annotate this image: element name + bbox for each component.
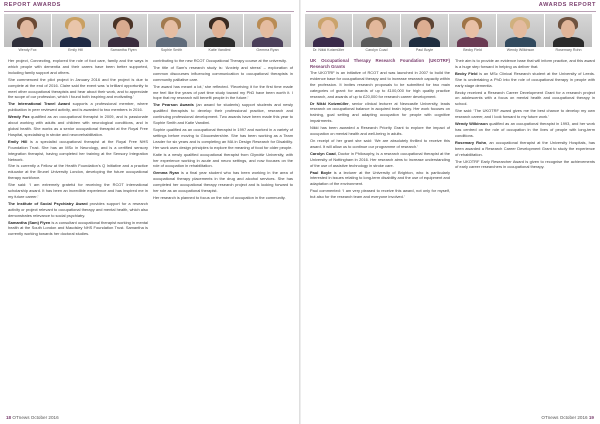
photo-caption: Paul Boyle [415,48,434,52]
body-paragraph [455,90,595,108]
body-paragraph [310,138,450,150]
body-paragraph [310,188,450,200]
portrait-photo [52,14,99,47]
portrait-shoulders [361,37,392,47]
paragraph-text: is a consultant occupational therapist working in mental health at the South London and Maudsley NHS Foundation Trust. Samantha is currently working towards her doctoral studies. [8,219,148,237]
paragraph-text: Becky received a Research Career Development Grant for a research project on adolescents with a focus on mental health and occupational therapy in school. [455,89,595,107]
bold-lead-in: The Pearson Awards [153,102,194,108]
body-paragraph [8,220,148,238]
body-paragraph [310,70,450,100]
portrait-shoulders [108,37,139,47]
portrait-face [465,20,479,38]
portrait-photo [497,14,544,47]
body-paragraph [8,77,148,101]
portrait-shoulders [60,37,91,47]
bold-lead-in: Samantha (Sam) Flyen [8,219,51,225]
paragraph-text: Paul commented: ‘I am very pleased to receive this award, not only for myself, but also for the research team and everyone involved.’ [310,188,450,200]
paragraph-text: The title of Sam’s research study is: ‘Anxiety and stress’ – exploration of common discourses influencing communication to occupational therapists in community palliative care. [153,64,293,82]
running-header-right: AWARDS REPORT [538,2,596,8]
body-paragraph [310,101,450,125]
bold-lead-in: Emily Hill [8,138,28,144]
bold-lead-in: Gemma Ryan [153,170,180,176]
paragraph-text: Katie is a newly qualified occupational therapist from Glyndŵr University, with her experience working in acute and neuro settings, and now focuses on the role of occupation in rehabilitation. [153,151,293,169]
paragraph-text: is a final year student who has been working in the area of occupational therapy placements in the drug and alcohol services. She has completed her occupational therapy research project and is looking forward to her role as an occupational therapist. [153,170,294,194]
portrait-face [116,20,130,38]
portrait-photo [244,14,291,47]
paragraph-text: , an occupational therapist at the University Hospitals, has been awarded a Research Career Development Grant to study the experience of rehabilitation. [455,139,595,157]
paragraph-text: qualified as an occupational therapist in 2009, and is passionate about working with adults and children with neurological conditions, and in global health. She works as a senior occupational therapist at the Royal Free Hospital, specialising in stroke and neurorehabilitation. [8,114,149,137]
portrait-photo [353,14,400,47]
portrait-photo [4,14,51,47]
caption-row-left [4,48,291,52]
footer-left [6,415,59,420]
portrait-shoulders [252,37,283,47]
paragraph-text: The UKOTRF Early Researcher Award is given to recognise the achievements of early career researchers in occupational therapy. [455,158,595,170]
body-paragraph [8,201,148,219]
bold-lead-in: The Institute of Social Psychiatry Award [8,200,88,206]
bold-lead-in: Wendy Fox [8,114,30,120]
photo-caption: Samantha Flyen [110,48,137,52]
bold-lead-in: Rosemary Rohn [455,139,487,145]
paragraph-text: She said: ‘The UKOTRF award gives me the best chance to develop my own research career, and I look forward to my future work.’ [455,108,595,120]
caption-row-right [305,48,592,52]
portrait-face [164,20,178,38]
body-paragraph [310,125,450,137]
footer-right [541,415,594,420]
portrait-photo [449,14,496,47]
photo-caption: Sophie Smith [160,48,183,52]
photo-strip-left [4,14,291,47]
portrait-photo [196,14,243,47]
portrait-face [212,20,226,38]
paragraph-text: supports a professional member, where publication in peer reviewed activity, and is awarded to two members in 2016. [8,101,148,113]
body-paragraph [8,182,148,200]
photo-caption: Carolyn Coad [365,48,388,52]
portrait-shoulders [457,37,488,47]
body-paragraph [153,127,293,151]
text-column-3 [310,58,450,201]
photo-caption: Katie Vandimi [208,48,231,52]
paragraph-text: provides support for a research activity or project relevant to occupational therapy and mental health, which also demonstrates relevance to social psychiatry. [8,200,148,218]
portrait-face [417,20,431,38]
portrait-photo [148,14,195,47]
bold-lead-in: Becky Field [455,70,478,76]
paragraph-text: , Doctor in Philosophy, is a research occupational therapist at the University of Nottingham in 2016. Her research aims to increase understanding of the use of assistive technology in stroke care. [310,150,450,168]
body-paragraph [8,58,148,76]
portrait-face [68,20,82,38]
photo-caption: Wendy Fox [18,48,37,52]
portrait-shoulders [313,37,344,47]
portrait-face [260,20,274,38]
paragraph-text: is a lecturer at the University of Brighton, who is particularly interested in issues relating to long-term disability and the use of equipment and adaptation of the environment. [310,169,450,187]
portrait-photo [401,14,448,47]
portrait-shoulders [505,37,536,47]
body-paragraph [8,163,148,181]
paragraph-text: Her project, Connecting, explored the role of foot care, family and the ways in which people with dementia and their carers have been better supported, including family support and others. [8,58,148,75]
body-paragraph [455,140,595,158]
portrait-photo [545,14,592,47]
portrait-shoulders [12,37,43,47]
body-paragraph [8,114,148,138]
body-paragraph [310,170,450,188]
text-column-4 [455,58,595,171]
paragraph-text: Sophie qualified as an occupational therapist in 1997 and worked in a variety of settings before moving to Gloucestershire. She has been working as a Team Leader for six years and is completing an MA in Design Research for Disability. Her work uses design principles to explore the meaning of food for older people. [153,126,293,150]
paragraph-text: Her research is planned to focus on the role of occupation in the community. [153,194,286,200]
portrait-photo [305,14,352,47]
paragraph-text: The award has meant a lot,’ she reflected. ‘Receiving it for the first time made me feel like the years of part time study toward my PhD have been worth it. I hope that my research will benefit people in the future.’ [153,83,293,101]
bold-lead-in: Paul Boyle [310,169,332,175]
paragraph-text: Nikki has been awarded a Research Priority Grant to explore the impact of occupation on mental health and well-being in adults. [310,125,450,137]
footer-issue-right: OTnews October 2016 [541,415,588,420]
body-paragraph [455,108,595,120]
photo-caption: Rosemary Rohn [555,48,582,52]
portrait-face [20,20,34,38]
footer-issue-left: OTnews October 2016 [12,415,59,420]
portrait-shoulders [553,37,584,47]
bold-lead-in: Dr Nikki Kotzmüller [310,100,349,106]
body-paragraph [153,102,293,126]
paragraph-text: qualified as an occupational therapist in 1993, and her work has centred on the role of occupation in the lives of people with long-term conditions. [455,121,595,138]
body-paragraph [455,121,595,139]
portrait-face [321,20,335,38]
paragraph-text: Their aim is to provide an evidence base that will inform practice, and this award is a huge step forward in helping us deliver that. [455,58,595,69]
paragraph-text: is a specialist occupational therapist at the Royal Free NHS Foundation Trust. She has an MSc in Neurology, and is a certified sensory integration therapist, having completed her training at the Sensory Integration Network. [8,138,148,162]
header-rule-left [4,11,294,12]
photo-caption: Emily Hill [68,48,83,52]
body-paragraph [153,152,293,170]
paragraph-text: contributing to the new RCOT Occupational Therapy course at the university. [153,58,287,63]
body-paragraph [153,195,293,201]
bold-lead-in: Wendy Wilkinson [455,121,488,127]
portrait-face [513,20,527,38]
body-paragraph [8,101,148,113]
paragraph-text: She is currently a Fellow at the Health Foundation’s Q Initiative and a practice educator at the Brunel University London, developing the future occupational therapy workforce. [8,163,148,181]
paragraph-text: is an MSc Clinical Research student at the University of Leeds. She is undertaking a PhD into the role of occupational therapy in people with early stage dementia. [455,70,595,88]
portrait-shoulders [156,37,187,47]
body-paragraph [153,170,293,194]
body-paragraph [8,139,148,163]
body-paragraph [153,58,293,64]
photo-caption: Gemma Ryan [256,48,279,52]
header-rule-right [306,11,596,12]
photo-caption: Dr. Nikki Kotzmüller [312,48,345,52]
page-number-right: 19 [588,415,594,420]
body-paragraph [455,58,595,70]
photo-caption: Wendy Wilkinson [506,48,535,52]
body-paragraph [455,71,595,89]
photo-caption: Becky Field [463,48,482,52]
photo-strip-right [305,14,592,47]
body-paragraph [153,84,293,102]
paragraph-text: The UKOTRF is an initiative of RCOT and was launched in 2007 to build the evidence base for occupational therapy and to increase research capacity within the profession. It invites research proposals to be submitted for two main categories of grant: for awards of up to £100,000 for high quality practice research, and awards of up to £20,000 for research career development. [310,70,450,99]
bold-lead-in: Carolyn Coad [310,150,336,156]
portrait-face [369,20,383,38]
paragraph-text: She said: ‘I am extremely grateful for receiving the RCOT international scholarship award. It has been an incredible experience and has inspired me in my future career.’ [8,182,148,199]
body-paragraph [153,65,293,83]
body-paragraph [310,151,450,169]
paragraph-text: , senior clinical lecturer at Newcastle University, leads research on occupational balance in acquired brain injury. Her work focuses on training, goal setting and adapting occupation for people with cognitive impairments. [310,100,450,124]
text-column-2 [153,58,293,202]
paragraph-text: She commenced the pilot project in January 2016 and the project is due to complete at the end of 2016. Claire said the event was ‘a brilliant opportunity to meet other occupational therapists and hear about their work, and to appreciate the scope of our profession, which I found both inspiring and motivating.’ [8,76,148,100]
portrait-shoulders [204,37,235,47]
paragraph-text: (an award for students) support students and newly qualified therapists to develop their professional practice, research and continuing professional development. Two awards have been made this year to Sophie Smith and Katie Vandimi. [153,102,293,126]
page-gutter [299,0,301,424]
section-heading: UK Occupational Therapy Research Foundation (UKOTRF) Research Grants [310,58,450,69]
running-header-left: REPORT AWARDS [4,2,62,8]
bold-lead-in: The International Travel Award [8,101,70,107]
portrait-shoulders [409,37,440,47]
portrait-face [561,20,575,38]
portrait-photo [100,14,147,47]
text-column-1 [8,58,148,238]
page-number-left: 18 [6,415,12,420]
body-paragraph [455,159,595,171]
paragraph-text: On receipt of her grant she said: ‘We are absolutely thrilled to receive this award. It will allow us to continue our programme of research.’ [310,137,450,149]
